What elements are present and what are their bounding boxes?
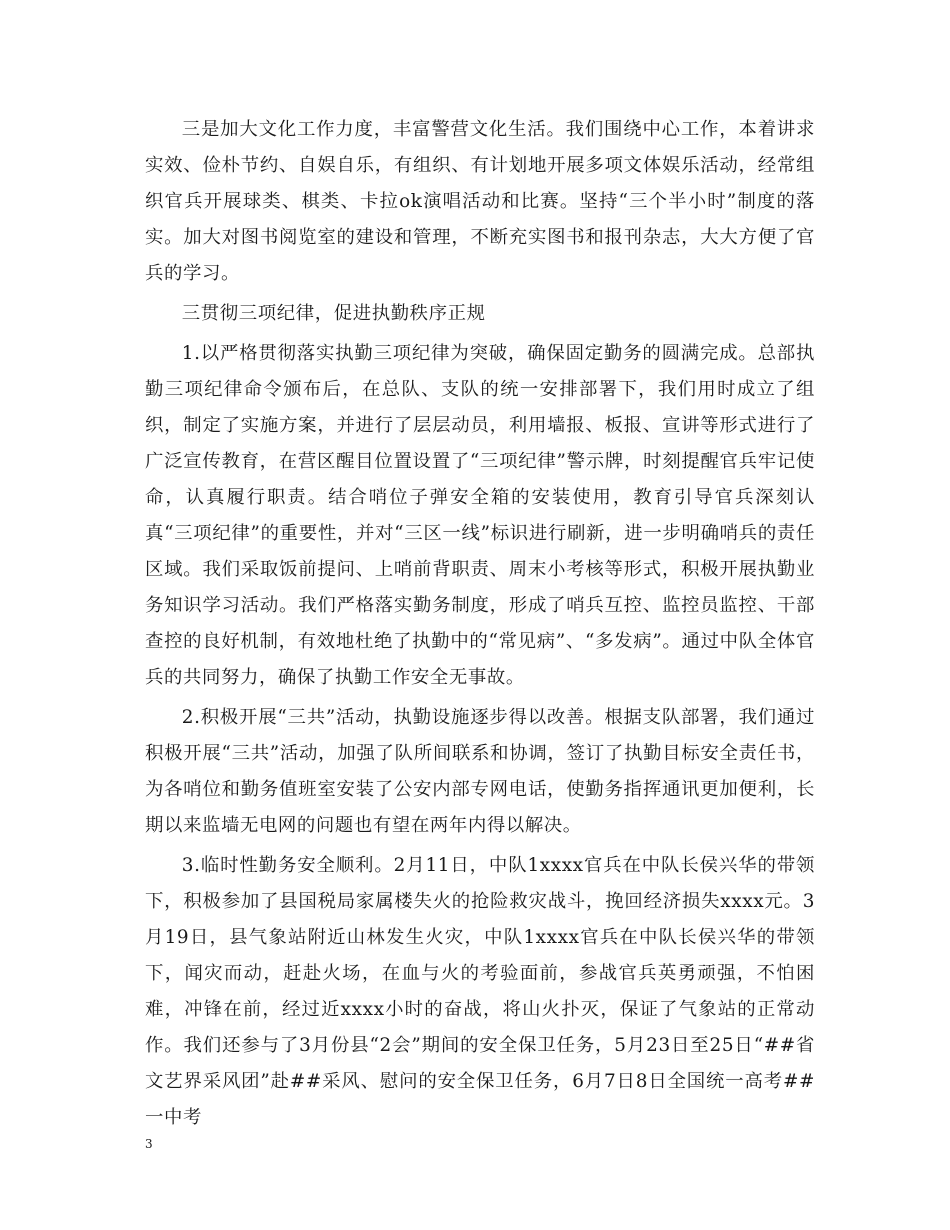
paragraph-item-3: 3.临时性勤务安全顺利。2月11日，中队1xxxx官兵在中队长侯兴华的带领下，积极参加了县国税局家属楼失火的抢险救灾战斗，挽回经济损失xxxx元。3月19日，县气象站附近山林发生火灾，中队1xxxx官兵在中队长侯兴华的带领下，闻灾而动，赶赴火场，在血与火的考验面前，参战官兵英勇顽强，不怕困难，冲锋在前，经过近xxxx小时的奋战，将山火扑灭，保证了气象站的正常动作。我们还参与了3月份县“2会”期间的安全保卫任务，5月23日至25日“##省文艺界采风团”赴##采风、慰问的安全保卫任务，6月7日8日全国统一高考##一中考 xyxy=(145,855,815,1128)
section-heading-three-disciplines: 三贯彻三项纪律，促进执勤秩序正规 xyxy=(181,303,486,324)
paragraph-item-2: 2.积极开展“三共”活动，执勤设施逐步得以改善。根据支队部署，我们通过积极开展“三共”活动，加强了队所间联系和协调，签订了执勤目标安全责任书，为各哨位和勤务值班室安装了公安内部专网电话，使勤务指挥通讯更加便利，长期以来监墙无电网的问题也有望在两年内得以解决。 xyxy=(145,707,815,836)
document-body xyxy=(145,112,815,1140)
page-number: 3 xyxy=(145,1137,153,1151)
paragraph-item-1: 1.以严格贯彻落实执勤三项纪律为突破，确保固定勤务的圆满完成。总部执勤三项纪律命令颁布后，在总队、支队的统一安排部署下，我们用时成立了组织，制定了实施方案，并进行了层层动员，利用墙报、板报、宣讲等形式进行了广泛宣传教育，在营区醒目位置设置了“三项纪律”警示牌，时刻提醒官兵牢记使命，认真履行职责。结合哨位子弹安全箱的安装使用，教育引导官兵深刻认真“三项纪律”的重要性，并对“三区一线”标识进行刷新，进一步明确哨兵的责任区域。我们采取饭前提问、上哨前背职责、周末小考核等形式，积极开展执勤业务知识学习活动。我们严格落实勤务制度，形成了哨兵互控、监控员监控、干部查控的良好机制，有效地杜绝了执勤中的“常见病”、“多发病”。通过中队全体官兵的共同努力，确保了执勤工作安全无事故。 xyxy=(145,343,815,688)
paragraph-culture-work: 三是加大文化工作力度，丰富警营文化生活。我们围绕中心工作，本着讲求实效、俭朴节约、自娱自乐，有组织、有计划地开展多项文体娱乐活动，经常组织官兵开展球类、棋类、卡拉ok演唱活动和比赛。坚持“三个半小时”制度的落实。加大对图书阅览室的建设和管理，不断充实图书和报刊杂志，大大方便了官兵的学习。 xyxy=(145,119,815,284)
